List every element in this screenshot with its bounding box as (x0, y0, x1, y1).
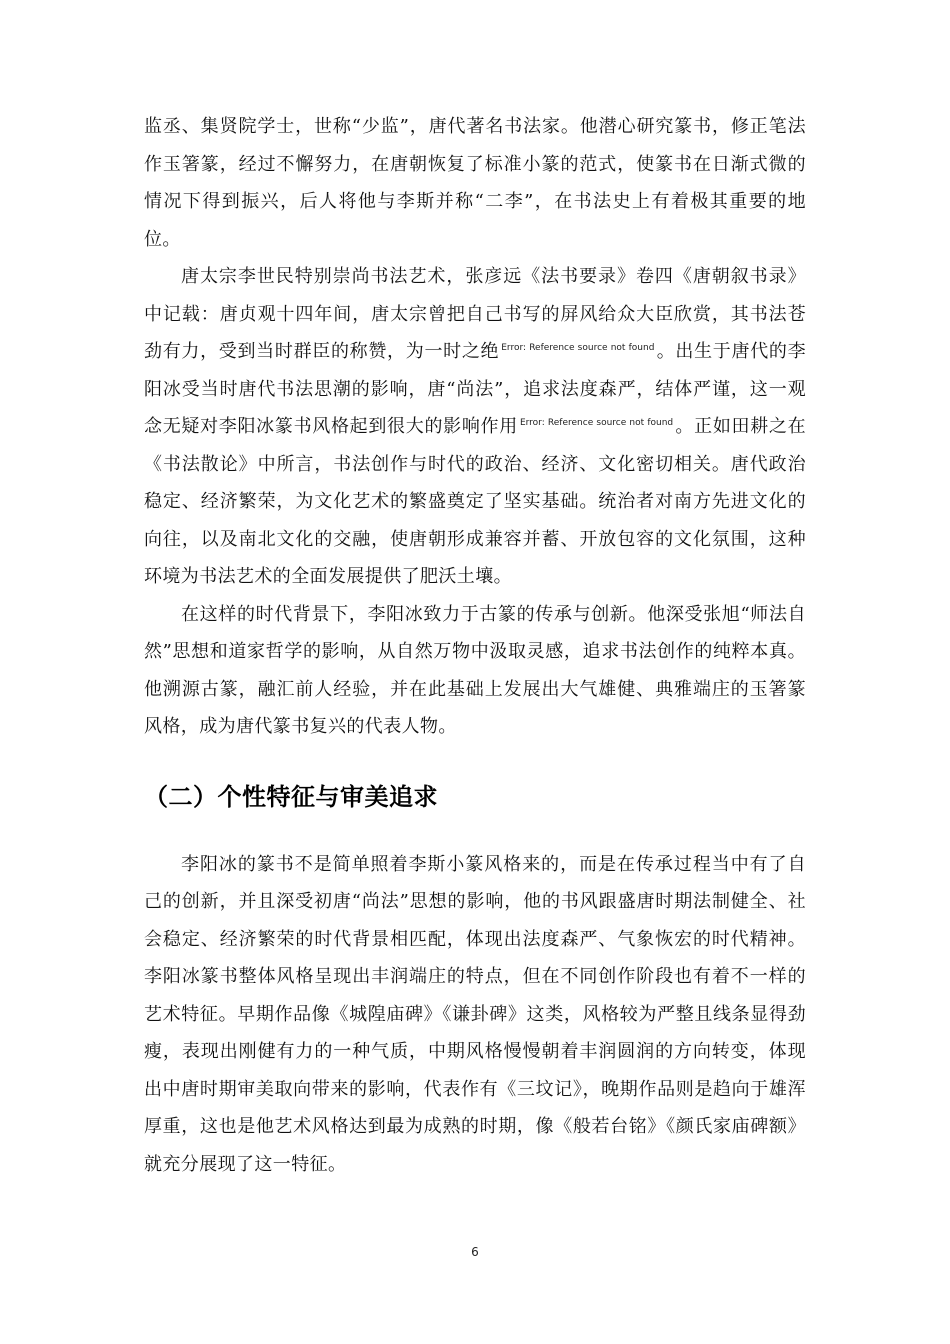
paragraph-2-text-a: 唐太宗李世民特别崇尚书法艺术，张彦远《法书要录》卷四《唐朝叙书录》中记载：唐贞观十四年间，唐太宗曾把自己书写的屏风给众大臣欣赏，其书法苍劲有力，受到当时群臣的称赞，为一时之绝 (144, 266, 806, 362)
paragraph-3: 在这样的时代背景下，李阳冰致力于古篆的传承与创新。他深受张旭“师法自然”思想和道家哲学的影响，从自然万物中汲取灵感，追求书法创作的纯粹本真。他溯源古篆，融汇前人经验，并在此基础上发展出大气雄健、典雅端庄的玉箸篆风格，成为唐代篆书复兴的代表人物。 (144, 603, 806, 737)
section-heading: （二）个性特征与审美追求 (144, 782, 438, 811)
page-body (144, 108, 806, 1183)
paragraph-4: 李阳冰的篆书不是简单照着李斯小篆风格来的，而是在传承过程当中有了自己的创新，并且深受初唐“尚法”思想的影响，他的书风跟盛唐时期法制健全、社会稳定、经济繁荣的时代背景相匹配，体现出法度森严、气象恢宏的时代精神。李阳冰篆书整体风格呈现出丰润端庄的特点，但在不同创作阶段也有着不一样的艺术特征。早期作品像《城隍庙碑》《谦卦碑》这类，风格较为严整且线条显得劲瘦，表现出刚健有力的一种气质，中期风格慢慢朝着丰润圆润的方向转变，体现出中唐时期审美取向带来的影响，代表作有《三坟记》，晚期作品则是趋向于雄浑厚重，这也是他艺术风格达到最为成熟的时期，像《般若台铭》《颜氏家庙碑额》就充分展现了这一特征。 (144, 853, 806, 1175)
reference-error-2: Error: Reference source not found (519, 418, 674, 428)
reference-error-1: Error: Reference source not found (501, 343, 655, 353)
paragraph-2 (144, 258, 806, 596)
page-number: 6 (471, 1245, 479, 1259)
paragraph-2-text-b: 。出生于唐代的李阳冰受当时唐代书法思潮的影响，唐“尚法”，追求法度森严，结体严谨，这一观念无疑对李阳冰篆书风格起到很大的影响作用 (144, 341, 806, 437)
paragraph-2-text-c: 。正如田耕之在《书法散论》中所言，书法创作与时代的政治、经济、文化密切相关。唐代政治稳定、经济繁荣，为文化艺术的繁盛奠定了坚实基础。统治者对南方先进文化的向往，以及南北文化的交融，使唐朝形成兼容并蓄、开放包容的文化氛围，这种环境为书法艺术的全面发展提供了肥沃土壤。 (144, 416, 806, 587)
paragraph-1: 监丞、集贤院学士，世称“少监”，唐代著名书法家。他潜心研究篆书，修正笔法作玉箸篆，经过不懈努力，在唐朝恢复了标准小篆的范式，使篆书在日渐式微的情况下得到振兴，后人将他与李斯并称“二李”，在书法史上有着极其重要的地位。 (144, 116, 806, 250)
